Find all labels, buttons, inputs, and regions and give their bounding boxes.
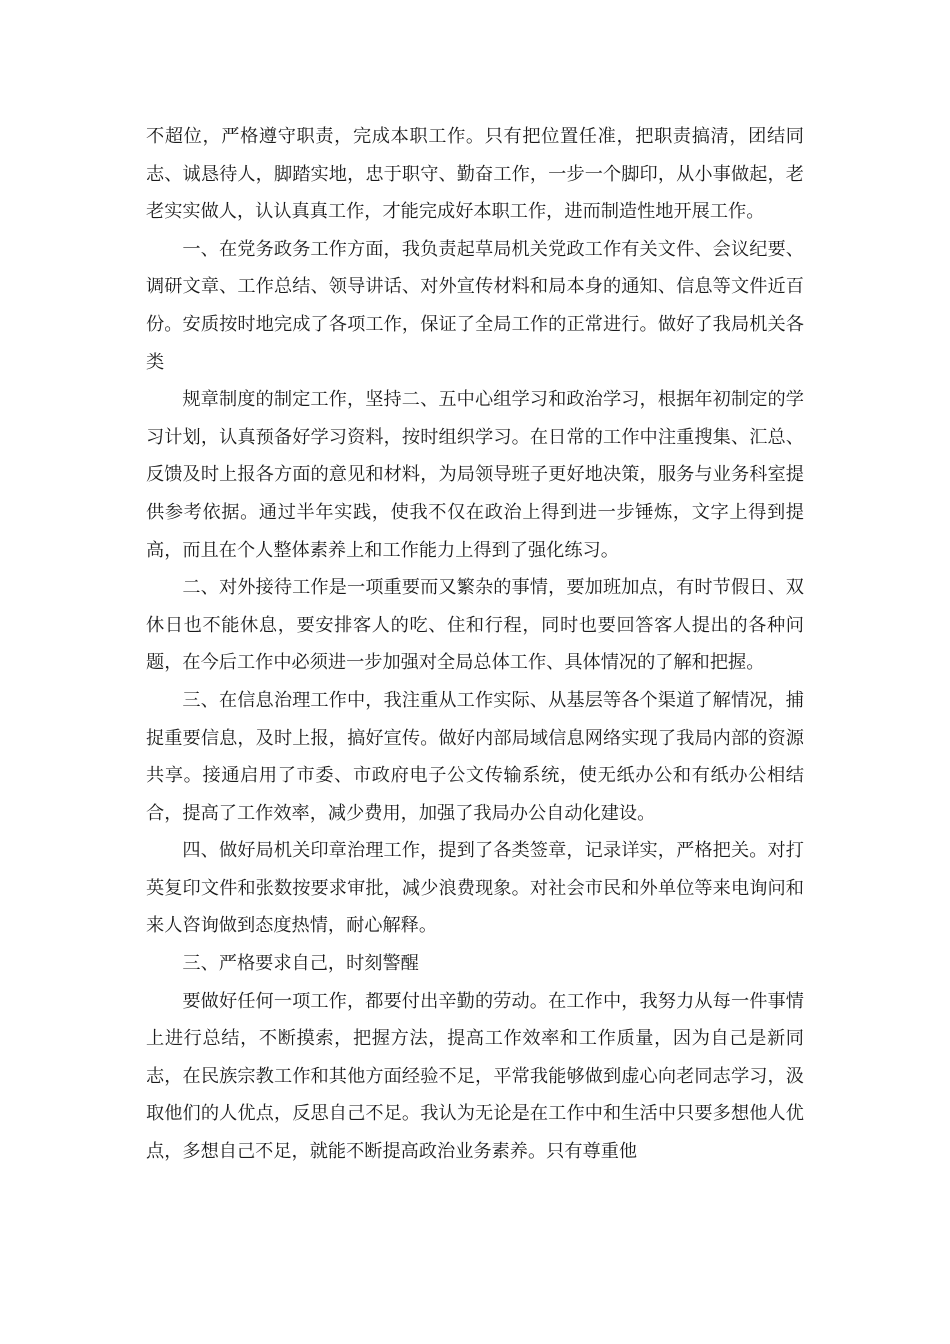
paragraph-6: 四、做好局机关印章治理工作，提到了各类签章，记录详实，严格把关。对打英复印文件和张数按要求审批，减少浪费现象。对社会市民和外单位等来电询问和来人咨询做到态度热情，耐心解释。: [146, 840, 804, 937]
section-heading: 三、严格要求自己，时刻警醒: [182, 953, 419, 975]
paragraph-7: 要做好任何一项工作，都要付出辛勤的劳动。在工作中，我努力从每一件事情上进行总结，不断摸索，把握方法，提高工作效率和工作质量，因为自己是新同志，在民族宗教工作和其他方面经验不足，平常我能够做到虚心向老同志学习，汲取他们的人优点，反思自己不足。我认为无论是在工作中和生活中只要多想他人优点，多想自己不足，就能不断提高政治业务素养。只有尊重他: [146, 990, 804, 1163]
paragraph-2: 一、在党务政务工作方面，我负责起草局机关党政工作有关文件、会议纪要、调研文章、工作总结、领导讲话、对外宣传材料和局本身的通知、信息等文件近百份。安质按时地完成了各项工作，保证了全局工作的正常进行。做好了我局机关各类: [146, 238, 804, 373]
paragraph-4: 二、对外接待工作是一项重要而又繁杂的事情，要加班加点，有时节假日、双休日也不能休息，要安排客人的吃、住和行程，同时也要回答客人提出的各种问题，在今后工作中必须进一步加强对全局总体工作、具体情况的了解和把握。: [146, 577, 804, 674]
paragraph-5: 三、在信息治理工作中，我注重从工作实际、从基层等各个渠道了解情况，捕捉重要信息，及时上报，搞好宣传。做好内部局域信息网络实现了我局内部的资源共享。接通启用了市委、市政府电子公文传输系统，使无纸办公和有纸办公相结合，提高了工作效率，减少费用，加强了我局办公自动化建设。: [146, 689, 804, 824]
document-body: [146, 118, 804, 1171]
paragraph-3: 规章制度的制定工作，坚持二、五中心组学习和政治学习，根据年初制定的学习计划，认真预备好学习资料，按时组织学习。在日常的工作中注重搜集、汇总、反馈及时上报各方面的意见和材料，为局领导班子更好地决策，服务与业务科室提供参考依据。通过半年实践，使我不仅在政治上得到进一步锤炼，文字上得到提高，而且在个人整体素养上和工作能力上得到了强化练习。: [146, 389, 804, 561]
paragraph-1: 不超位，严格遵守职责，完成本职工作。只有把位置任准，把职责搞清，团结同志、诚恳待人，脚踏实地，忠于职守、勤奋工作，一步一个脚印，从小事做起，老老实实做人，认认真真工作，才能完成好本职工作，进而制造性地开展工作。: [146, 126, 804, 223]
